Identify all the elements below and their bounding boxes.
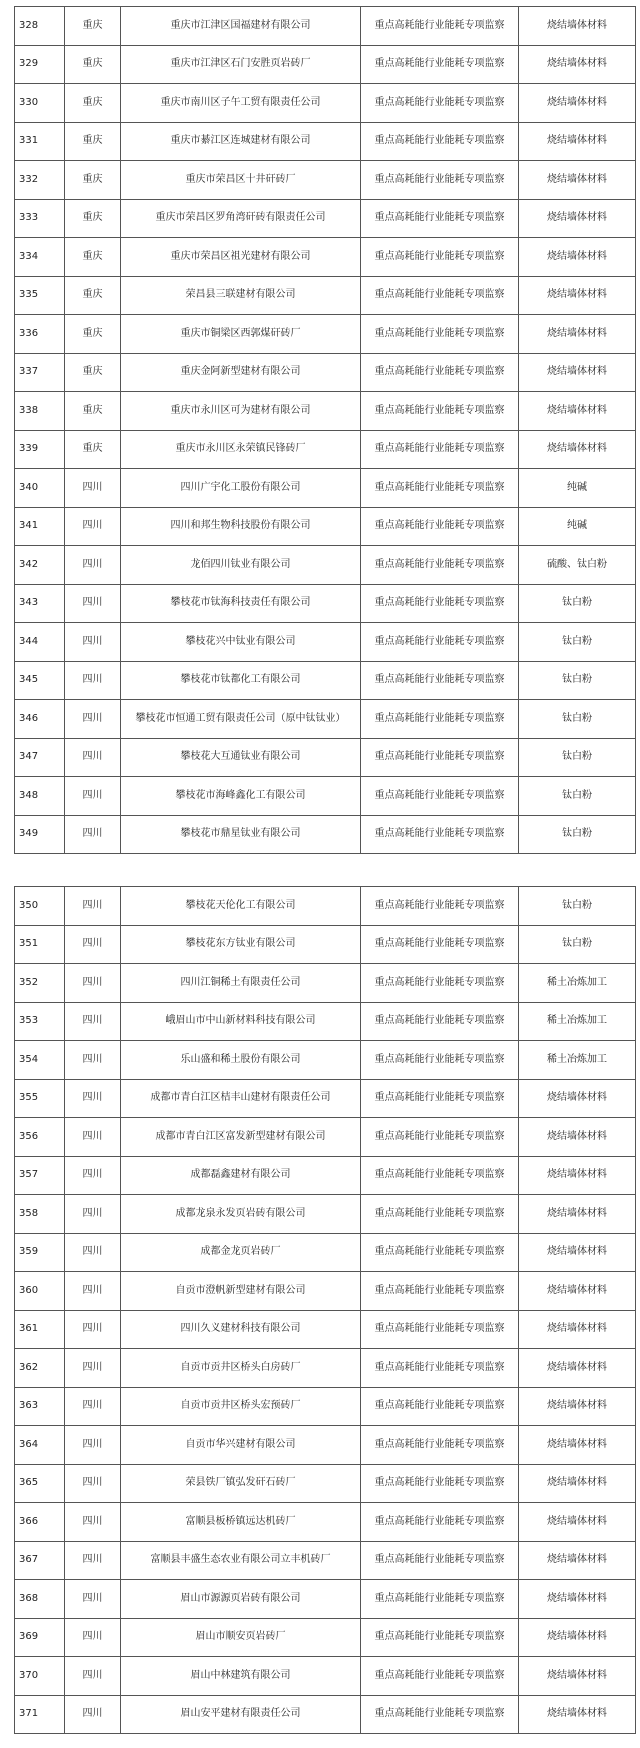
cell-serial-number: 345: [15, 661, 65, 700]
cell-supervision-task: 重点高耗能行业能耗专项监察: [361, 238, 519, 277]
cell-supervision-task: 重点高耗能行业能耗专项监察: [361, 276, 519, 315]
cell-province: 四川: [65, 1503, 121, 1542]
table-row: [15, 1118, 636, 1157]
cell-supervision-task: 重点高耗能行业能耗专项监察: [361, 1079, 519, 1118]
cell-industry: 烧结墙体材料: [519, 1541, 636, 1580]
cell-company-name: 攀枝花市恒通工贸有限责任公司（原中钛钛业）: [121, 700, 361, 739]
cell-supervision-task: 重点高耗能行业能耗专项监察: [361, 925, 519, 964]
cell-province: 四川: [65, 1695, 121, 1734]
cell-company-name: 重庆市铜梁区西郭煤矸砖厂: [121, 315, 361, 354]
table-row: [15, 1272, 636, 1311]
table-row: [15, 887, 636, 926]
cell-company-name: 攀枝花市钛都化工有限公司: [121, 661, 361, 700]
cell-company-name: 重庆市綦江区连城建材有限公司: [121, 122, 361, 161]
table-row: [15, 1580, 636, 1619]
cell-industry: 钛白粉: [519, 738, 636, 777]
cell-supervision-task: 重点高耗能行业能耗专项监察: [361, 661, 519, 700]
cell-supervision-task: 重点高耗能行业能耗专项监察: [361, 161, 519, 200]
cell-serial-number: 359: [15, 1233, 65, 1272]
cell-province: 四川: [65, 1349, 121, 1388]
cell-company-name: 四川江铜稀土有限责任公司: [121, 964, 361, 1003]
cell-industry: 烧结墙体材料: [519, 276, 636, 315]
cell-supervision-task: 重点高耗能行业能耗专项监察: [361, 430, 519, 469]
table-row: [15, 777, 636, 816]
cell-province: 四川: [65, 964, 121, 1003]
table-row: [15, 161, 636, 200]
cell-industry: 烧结墙体材料: [519, 1156, 636, 1195]
cell-industry: 烧结墙体材料: [519, 161, 636, 200]
cell-serial-number: 341: [15, 507, 65, 546]
cell-province: 四川: [65, 623, 121, 662]
cell-company-name: 重庆市永川区永荣镇民锋砖厂: [121, 430, 361, 469]
table-row: [15, 1310, 636, 1349]
cell-province: 四川: [65, 584, 121, 623]
cell-province: 四川: [65, 1272, 121, 1311]
cell-company-name: 攀枝花东方钛业有限公司: [121, 925, 361, 964]
table-row: [15, 507, 636, 546]
supervision-table-part-2: [14, 886, 636, 1734]
cell-supervision-task: 重点高耗能行业能耗专项监察: [361, 507, 519, 546]
cell-supervision-task: 重点高耗能行业能耗专项监察: [361, 1695, 519, 1734]
table-row: [15, 84, 636, 123]
cell-industry: 烧结墙体材料: [519, 392, 636, 431]
cell-province: 四川: [65, 815, 121, 854]
cell-company-name: 龙佰四川钛业有限公司: [121, 546, 361, 585]
cell-supervision-task: 重点高耗能行业能耗专项监察: [361, 469, 519, 508]
cell-company-name: 成都龙泉永发页岩砖有限公司: [121, 1195, 361, 1234]
table-row: [15, 815, 636, 854]
cell-industry: 烧结墙体材料: [519, 238, 636, 277]
cell-company-name: 重庆市荣昌区罗角湾矸砖有限责任公司: [121, 199, 361, 238]
cell-supervision-task: 重点高耗能行业能耗专项监察: [361, 1041, 519, 1080]
cell-serial-number: 329: [15, 45, 65, 84]
cell-industry: 烧结墙体材料: [519, 122, 636, 161]
cell-company-name: 重庆市荣昌区十井矸砖厂: [121, 161, 361, 200]
cell-serial-number: 339: [15, 430, 65, 469]
table-row: [15, 1233, 636, 1272]
cell-supervision-task: 重点高耗能行业能耗专项监察: [361, 1657, 519, 1696]
cell-industry: 钛白粉: [519, 623, 636, 662]
cell-serial-number: 356: [15, 1118, 65, 1157]
cell-supervision-task: 重点高耗能行业能耗专项监察: [361, 1310, 519, 1349]
cell-province: 四川: [65, 469, 121, 508]
cell-serial-number: 343: [15, 584, 65, 623]
cell-supervision-task: 重点高耗能行业能耗专项监察: [361, 7, 519, 46]
cell-company-name: 攀枝花市钛海科技责任有限公司: [121, 584, 361, 623]
cell-company-name: 重庆市江津区国福建材有限公司: [121, 7, 361, 46]
cell-company-name: 荣县铁厂镇弘发矸石砖厂: [121, 1464, 361, 1503]
cell-supervision-task: 重点高耗能行业能耗专项监察: [361, 1349, 519, 1388]
cell-industry: 稀土冶炼加工: [519, 1041, 636, 1080]
cell-supervision-task: 重点高耗能行业能耗专项监察: [361, 1195, 519, 1234]
table-row: [15, 661, 636, 700]
cell-company-name: 自贡市贡井区桥头宏预砖厂: [121, 1387, 361, 1426]
cell-supervision-task: 重点高耗能行业能耗专项监察: [361, 1541, 519, 1580]
cell-serial-number: 332: [15, 161, 65, 200]
cell-serial-number: 365: [15, 1464, 65, 1503]
cell-supervision-task: 重点高耗能行业能耗专项监察: [361, 1118, 519, 1157]
table-row: [15, 7, 636, 46]
cell-province: 重庆: [65, 276, 121, 315]
cell-industry: 烧结墙体材料: [519, 1310, 636, 1349]
cell-province: 四川: [65, 925, 121, 964]
cell-industry: 钛白粉: [519, 777, 636, 816]
cell-supervision-task: 重点高耗能行业能耗专项监察: [361, 623, 519, 662]
cell-supervision-task: 重点高耗能行业能耗专项监察: [361, 1272, 519, 1311]
cell-industry: 钛白粉: [519, 700, 636, 739]
cell-supervision-task: 重点高耗能行业能耗专项监察: [361, 1002, 519, 1041]
cell-province: 四川: [65, 1387, 121, 1426]
cell-serial-number: 353: [15, 1002, 65, 1041]
cell-industry: 烧结墙体材料: [519, 1503, 636, 1542]
cell-supervision-task: 重点高耗能行业能耗专项监察: [361, 1464, 519, 1503]
cell-industry: 钛白粉: [519, 925, 636, 964]
cell-company-name: 攀枝花市海峰鑫化工有限公司: [121, 777, 361, 816]
cell-serial-number: 360: [15, 1272, 65, 1311]
cell-serial-number: 333: [15, 199, 65, 238]
cell-province: 重庆: [65, 45, 121, 84]
cell-company-name: 眉山市源源页岩砖有限公司: [121, 1580, 361, 1619]
cell-province: 四川: [65, 1118, 121, 1157]
cell-serial-number: 358: [15, 1195, 65, 1234]
cell-company-name: 荣昌县三联建材有限公司: [121, 276, 361, 315]
cell-province: 四川: [65, 1310, 121, 1349]
cell-supervision-task: 重点高耗能行业能耗专项监察: [361, 353, 519, 392]
cell-province: 四川: [65, 1233, 121, 1272]
cell-province: 四川: [65, 1156, 121, 1195]
cell-province: 重庆: [65, 199, 121, 238]
cell-serial-number: 370: [15, 1657, 65, 1696]
cell-industry: 钛白粉: [519, 815, 636, 854]
cell-industry: 烧结墙体材料: [519, 7, 636, 46]
cell-serial-number: 348: [15, 777, 65, 816]
table-row: [15, 122, 636, 161]
cell-province: 四川: [65, 1464, 121, 1503]
table-row: [15, 392, 636, 431]
cell-company-name: 四川和邦生物科技股份有限公司: [121, 507, 361, 546]
table-row: [15, 45, 636, 84]
cell-industry: 烧结墙体材料: [519, 1580, 636, 1619]
table-row: [15, 925, 636, 964]
cell-industry: 烧结墙体材料: [519, 199, 636, 238]
table-row: [15, 1464, 636, 1503]
cell-serial-number: 330: [15, 84, 65, 123]
cell-province: 重庆: [65, 84, 121, 123]
cell-supervision-task: 重点高耗能行业能耗专项监察: [361, 738, 519, 777]
cell-province: 重庆: [65, 430, 121, 469]
cell-province: 四川: [65, 1580, 121, 1619]
cell-province: 重庆: [65, 238, 121, 277]
cell-company-name: 自贡市华兴建材有限公司: [121, 1426, 361, 1465]
cell-company-name: 重庆市江津区石门安胜页岩砖厂: [121, 45, 361, 84]
cell-supervision-task: 重点高耗能行业能耗专项监察: [361, 45, 519, 84]
cell-province: 四川: [65, 661, 121, 700]
cell-company-name: 成都磊鑫建材有限公司: [121, 1156, 361, 1195]
cell-serial-number: 328: [15, 7, 65, 46]
table-row: [15, 1541, 636, 1580]
cell-supervision-task: 重点高耗能行业能耗专项监察: [361, 815, 519, 854]
cell-supervision-task: 重点高耗能行业能耗专项监察: [361, 1618, 519, 1657]
table-row: [15, 430, 636, 469]
cell-company-name: 重庆市永川区可为建材有限公司: [121, 392, 361, 431]
cell-supervision-task: 重点高耗能行业能耗专项监察: [361, 964, 519, 1003]
cell-province: 重庆: [65, 353, 121, 392]
cell-serial-number: 342: [15, 546, 65, 585]
cell-industry: 烧结墙体材料: [519, 1079, 636, 1118]
cell-serial-number: 364: [15, 1426, 65, 1465]
cell-serial-number: 346: [15, 700, 65, 739]
cell-industry: 硫酸、钛白粉: [519, 546, 636, 585]
table-row: [15, 964, 636, 1003]
cell-industry: 烧结墙体材料: [519, 1426, 636, 1465]
cell-province: 四川: [65, 1618, 121, 1657]
cell-serial-number: 349: [15, 815, 65, 854]
cell-supervision-task: 重点高耗能行业能耗专项监察: [361, 199, 519, 238]
cell-province: 四川: [65, 1657, 121, 1696]
table-row: [15, 700, 636, 739]
cell-serial-number: 331: [15, 122, 65, 161]
cell-industry: 钛白粉: [519, 887, 636, 926]
cell-industry: 纯碱: [519, 469, 636, 508]
table-row: [15, 1349, 636, 1388]
cell-serial-number: 354: [15, 1041, 65, 1080]
cell-province: 四川: [65, 1541, 121, 1580]
cell-industry: 烧结墙体材料: [519, 1695, 636, 1734]
table-row: [15, 1695, 636, 1734]
cell-province: 四川: [65, 1041, 121, 1080]
cell-supervision-task: 重点高耗能行业能耗专项监察: [361, 887, 519, 926]
cell-company-name: 攀枝花天伦化工有限公司: [121, 887, 361, 926]
cell-serial-number: 350: [15, 887, 65, 926]
table-row: [15, 238, 636, 277]
cell-serial-number: 368: [15, 1580, 65, 1619]
cell-company-name: 自贡市澄帆新型建材有限公司: [121, 1272, 361, 1311]
cell-serial-number: 338: [15, 392, 65, 431]
cell-company-name: 成都市青白江区富发新型建材有限公司: [121, 1118, 361, 1157]
cell-industry: 稀土冶炼加工: [519, 964, 636, 1003]
cell-company-name: 自贡市贡井区桥头白房砖厂: [121, 1349, 361, 1388]
cell-company-name: 眉山安平建材有限责任公司: [121, 1695, 361, 1734]
cell-supervision-task: 重点高耗能行业能耗专项监察: [361, 1426, 519, 1465]
cell-company-name: 眉山中林建筑有限公司: [121, 1657, 361, 1696]
cell-industry: 稀土冶炼加工: [519, 1002, 636, 1041]
cell-industry: 烧结墙体材料: [519, 353, 636, 392]
cell-company-name: 富顺县丰盛生态农业有限公司立丰机砖厂: [121, 1541, 361, 1580]
cell-industry: 烧结墙体材料: [519, 1272, 636, 1311]
table-row: [15, 1426, 636, 1465]
table-row: [15, 738, 636, 777]
cell-serial-number: 340: [15, 469, 65, 508]
cell-supervision-task: 重点高耗能行业能耗专项监察: [361, 700, 519, 739]
cell-serial-number: 369: [15, 1618, 65, 1657]
cell-company-name: 攀枝花大互通钛业有限公司: [121, 738, 361, 777]
cell-serial-number: 357: [15, 1156, 65, 1195]
cell-industry: 烧结墙体材料: [519, 1195, 636, 1234]
cell-company-name: 攀枝花市鼎星钛业有限公司: [121, 815, 361, 854]
cell-serial-number: 367: [15, 1541, 65, 1580]
cell-company-name: 成都金龙页岩砖厂: [121, 1233, 361, 1272]
cell-industry: 烧结墙体材料: [519, 315, 636, 354]
cell-industry: 烧结墙体材料: [519, 45, 636, 84]
cell-supervision-task: 重点高耗能行业能耗专项监察: [361, 584, 519, 623]
cell-industry: 烧结墙体材料: [519, 1349, 636, 1388]
cell-province: 四川: [65, 1426, 121, 1465]
table-body: [15, 887, 636, 1734]
cell-province: 四川: [65, 507, 121, 546]
cell-serial-number: 351: [15, 925, 65, 964]
cell-province: 四川: [65, 777, 121, 816]
cell-serial-number: 361: [15, 1310, 65, 1349]
cell-province: 重庆: [65, 161, 121, 200]
cell-serial-number: 336: [15, 315, 65, 354]
cell-serial-number: 334: [15, 238, 65, 277]
cell-supervision-task: 重点高耗能行业能耗专项监察: [361, 546, 519, 585]
table-row: [15, 276, 636, 315]
cell-serial-number: 363: [15, 1387, 65, 1426]
cell-company-name: 重庆市南川区子午工贸有限责任公司: [121, 84, 361, 123]
cell-serial-number: 366: [15, 1503, 65, 1542]
cell-industry: 烧结墙体材料: [519, 1464, 636, 1503]
table-row: [15, 623, 636, 662]
cell-company-name: 四川广宇化工股份有限公司: [121, 469, 361, 508]
table-row: [15, 1618, 636, 1657]
cell-province: 重庆: [65, 122, 121, 161]
cell-province: 重庆: [65, 7, 121, 46]
cell-supervision-task: 重点高耗能行业能耗专项监察: [361, 1580, 519, 1619]
cell-province: 四川: [65, 546, 121, 585]
cell-supervision-task: 重点高耗能行业能耗专项监察: [361, 777, 519, 816]
table-row: [15, 1156, 636, 1195]
cell-industry: 烧结墙体材料: [519, 84, 636, 123]
cell-supervision-task: 重点高耗能行业能耗专项监察: [361, 392, 519, 431]
cell-supervision-task: 重点高耗能行业能耗专项监察: [361, 1233, 519, 1272]
table-row: [15, 1002, 636, 1041]
cell-company-name: 攀枝花兴中钛业有限公司: [121, 623, 361, 662]
table-row: [15, 315, 636, 354]
cell-company-name: 眉山市顺安页岩砖厂: [121, 1618, 361, 1657]
cell-serial-number: 362: [15, 1349, 65, 1388]
table-row: [15, 1079, 636, 1118]
cell-serial-number: 335: [15, 276, 65, 315]
cell-industry: 烧结墙体材料: [519, 1233, 636, 1272]
cell-industry: 烧结墙体材料: [519, 1118, 636, 1157]
cell-company-name: 富顺县板桥镇远达机砖厂: [121, 1503, 361, 1542]
table-body: [15, 7, 636, 854]
table-row: [15, 1657, 636, 1696]
cell-industry: 烧结墙体材料: [519, 430, 636, 469]
cell-serial-number: 344: [15, 623, 65, 662]
table-row: [15, 1387, 636, 1426]
table-row: [15, 1195, 636, 1234]
table-row: [15, 469, 636, 508]
table-row: [15, 546, 636, 585]
cell-company-name: 峨眉山市中山新材料科技有限公司: [121, 1002, 361, 1041]
supervision-table-part-1: [14, 6, 636, 854]
cell-company-name: 成都市青白江区桔丰山建材有限责任公司: [121, 1079, 361, 1118]
cell-industry: 烧结墙体材料: [519, 1618, 636, 1657]
cell-province: 四川: [65, 1195, 121, 1234]
cell-industry: 烧结墙体材料: [519, 1657, 636, 1696]
table-row: [15, 584, 636, 623]
cell-company-name: 重庆金阿新型建材有限公司: [121, 353, 361, 392]
cell-industry: 烧结墙体材料: [519, 1387, 636, 1426]
table-row: [15, 353, 636, 392]
cell-serial-number: 371: [15, 1695, 65, 1734]
cell-supervision-task: 重点高耗能行业能耗专项监察: [361, 1503, 519, 1542]
cell-supervision-task: 重点高耗能行业能耗专项监察: [361, 315, 519, 354]
cell-industry: 钛白粉: [519, 584, 636, 623]
cell-province: 重庆: [65, 315, 121, 354]
cell-serial-number: 355: [15, 1079, 65, 1118]
cell-serial-number: 347: [15, 738, 65, 777]
cell-supervision-task: 重点高耗能行业能耗专项监察: [361, 84, 519, 123]
cell-supervision-task: 重点高耗能行业能耗专项监察: [361, 1156, 519, 1195]
cell-industry: 钛白粉: [519, 661, 636, 700]
cell-supervision-task: 重点高耗能行业能耗专项监察: [361, 122, 519, 161]
cell-serial-number: 352: [15, 964, 65, 1003]
cell-company-name: 乐山盛和稀土股份有限公司: [121, 1041, 361, 1080]
cell-province: 四川: [65, 700, 121, 739]
cell-province: 四川: [65, 887, 121, 926]
cell-company-name: 四川久义建材科技有限公司: [121, 1310, 361, 1349]
cell-province: 四川: [65, 738, 121, 777]
cell-company-name: 重庆市荣昌区祖光建材有限公司: [121, 238, 361, 277]
cell-province: 四川: [65, 1079, 121, 1118]
table-row: [15, 199, 636, 238]
table-row: [15, 1503, 636, 1542]
cell-province: 四川: [65, 1002, 121, 1041]
table-row: [15, 1041, 636, 1080]
cell-serial-number: 337: [15, 353, 65, 392]
cell-supervision-task: 重点高耗能行业能耗专项监察: [361, 1387, 519, 1426]
cell-province: 重庆: [65, 392, 121, 431]
cell-industry: 纯碱: [519, 507, 636, 546]
